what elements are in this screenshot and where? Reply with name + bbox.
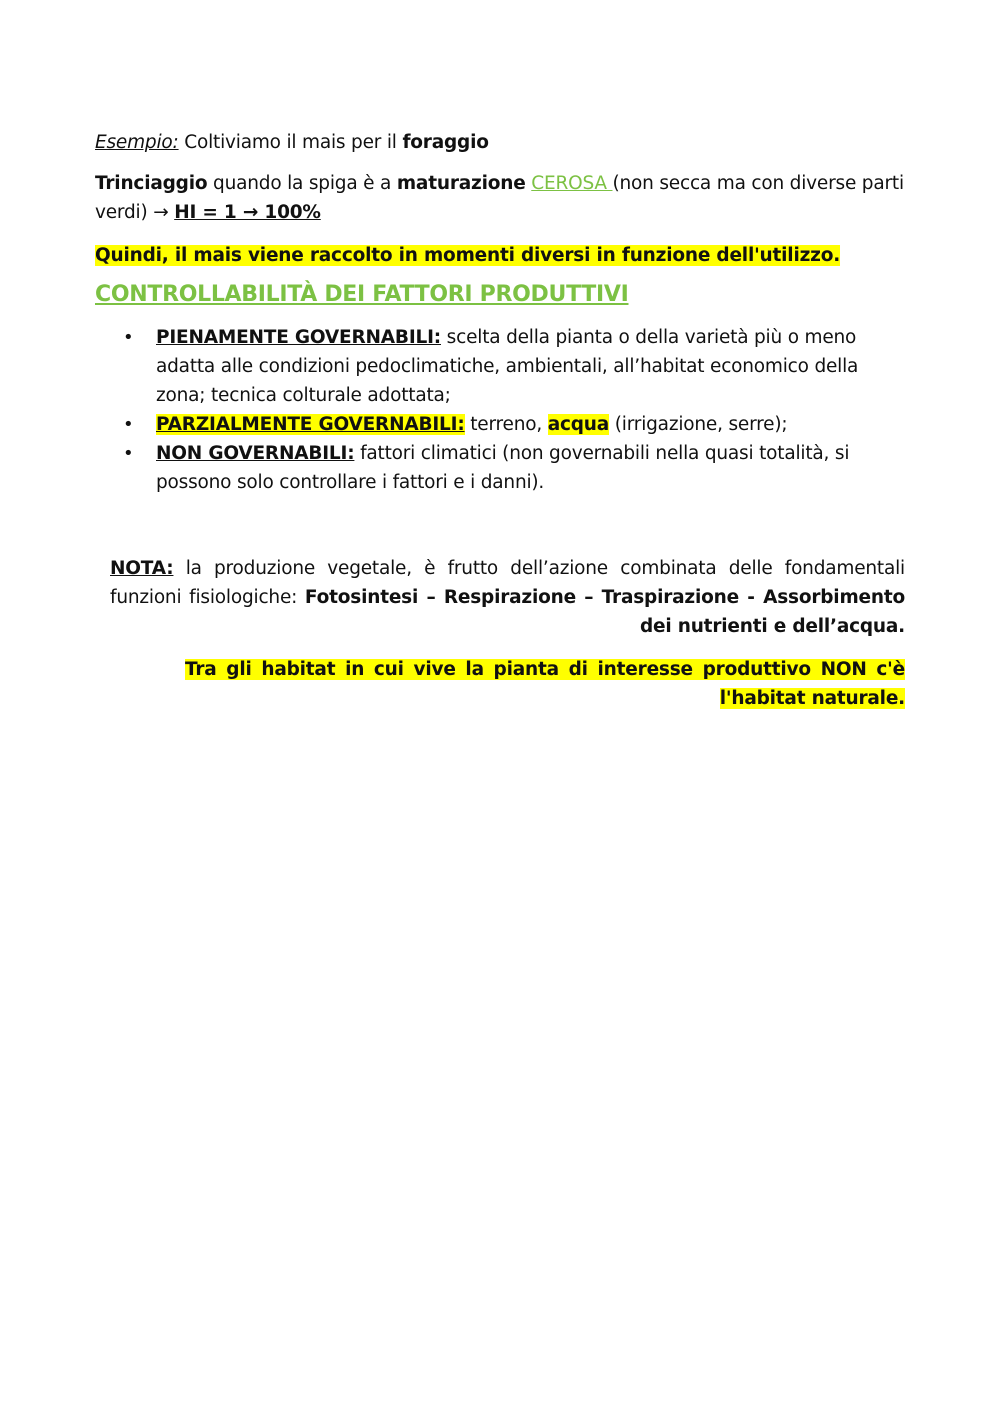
maturazione-word: maturazione — [396, 173, 526, 194]
conclusion-line — [95, 241, 905, 270]
bullet-icon: • — [123, 327, 134, 348]
arrow-icon: → — [153, 202, 175, 223]
habitat-note — [95, 655, 905, 713]
example-bold: foraggio — [402, 132, 489, 153]
habitat-highlight: Tra gli habitat in cui vive la pianta di interesse produttivo NON c'è l'habitat naturale. — [185, 659, 905, 709]
item-text-2: (irrigazione, serre); — [609, 414, 788, 435]
document-page — [95, 128, 905, 713]
acqua-highlight: acqua — [547, 414, 610, 435]
harvest-index-formula: HI = 1 → 100% — [174, 202, 321, 223]
example-line — [95, 128, 905, 157]
item-label: PIENAMENTE GOVERNABILI: — [156, 327, 441, 348]
note-bold: Fotosintesi – Respirazione – Traspirazione - Assorbimento dei nutrienti e dell’acqua. — [304, 587, 905, 637]
trinciaggio-text: quando la spiga è a — [207, 173, 397, 194]
section-heading: CONTROLLABILITÀ DEI FATTORI PRODUTTIVI — [95, 282, 629, 307]
conclusion-highlight: Quindi, il mais viene raccolto in momenti diversi in funzione dell'utilizzo. — [95, 245, 841, 266]
item-label: PARZIALMENTE GOVERNABILI: — [156, 414, 465, 435]
example-label: Esempio: — [95, 132, 179, 153]
trinciaggio-word: Trinciaggio — [95, 173, 208, 194]
trinciaggio-paragraph — [95, 169, 905, 227]
note-paragraph — [95, 554, 905, 641]
list-item — [123, 439, 905, 497]
note-label: NOTA: — [110, 558, 174, 579]
item-text: scelta della pianta o della varietà più o meno adatta alle condizioni pedoclimatiche, ambientali, all’habitat economico della zona; tecnica colturale adottata; — [156, 327, 859, 406]
item-label: NON GOVERNABILI: — [156, 443, 355, 464]
bullet-icon: • — [123, 443, 134, 464]
list-item — [123, 323, 905, 410]
item-text: fattori climatici (non governabili nella quasi totalità, si possono solo controllare i fattori e i danni). — [156, 443, 850, 493]
cerosa-term: CEROSA — [531, 173, 613, 194]
list-item — [123, 410, 905, 439]
note-text: la produzione vegetale, è frutto dell’azione combinata delle fondamentali funzioni fisiologiche: — [110, 558, 905, 608]
item-text: terreno, — [464, 414, 548, 435]
bullet-icon: • — [123, 414, 134, 435]
example-text: Coltiviamo il mais per il — [178, 132, 403, 153]
factors-list — [95, 323, 905, 497]
trinciaggio-desc: (non secca ma con diverse parti verdi) — [95, 173, 904, 223]
